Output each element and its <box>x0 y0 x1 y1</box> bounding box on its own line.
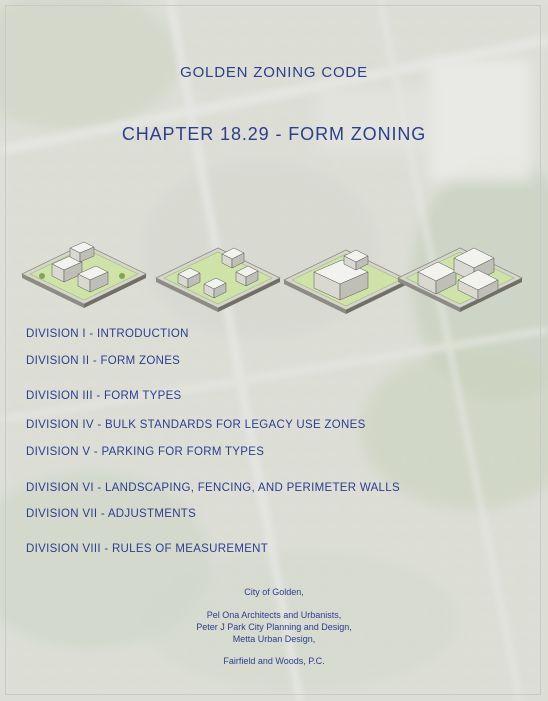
form-type-illustrations <box>0 228 548 318</box>
division-item: DIVISION I - INTRODUCTION <box>26 328 189 340</box>
credit-line: Fairfield and Woods, P.C. <box>223 656 325 666</box>
division-item: DIVISION VIII - RULES OF MEASUREMENT <box>26 543 269 555</box>
illustration-4 <box>398 248 522 312</box>
division-item: DIVISION VII - ADJUSTMENTS <box>26 508 197 520</box>
division-item: DIVISION II - FORM ZONES <box>26 355 181 367</box>
division-item: DIVISION IV - BULK STANDARDS FOR LEGACY USE ZONES <box>26 419 366 431</box>
credit-line: Metta Urban Design, <box>232 634 316 644</box>
division-item: DIVISION V - PARKING FOR FORM TYPES <box>26 446 265 458</box>
division-item: DIVISION III - FORM TYPES <box>26 390 182 402</box>
credit-line: Pel Ona Architects and Urbanists, <box>206 610 342 620</box>
illustration-1 <box>22 242 146 308</box>
document-title: GOLDEN ZONING CODE <box>180 64 368 81</box>
illustration-3 <box>284 250 408 314</box>
chapter-title: CHAPTER 18.29 - FORM ZONING <box>121 124 427 144</box>
credit-line: Peter J Park City Planning and Design, <box>196 622 352 632</box>
illustration-2 <box>156 248 280 312</box>
division-item: DIVISION VI - LANDSCAPING, FENCING, AND PERIMETER WALLS <box>26 482 400 494</box>
credits-block <box>0 586 548 667</box>
credit-line: City of Golden, <box>244 587 304 597</box>
